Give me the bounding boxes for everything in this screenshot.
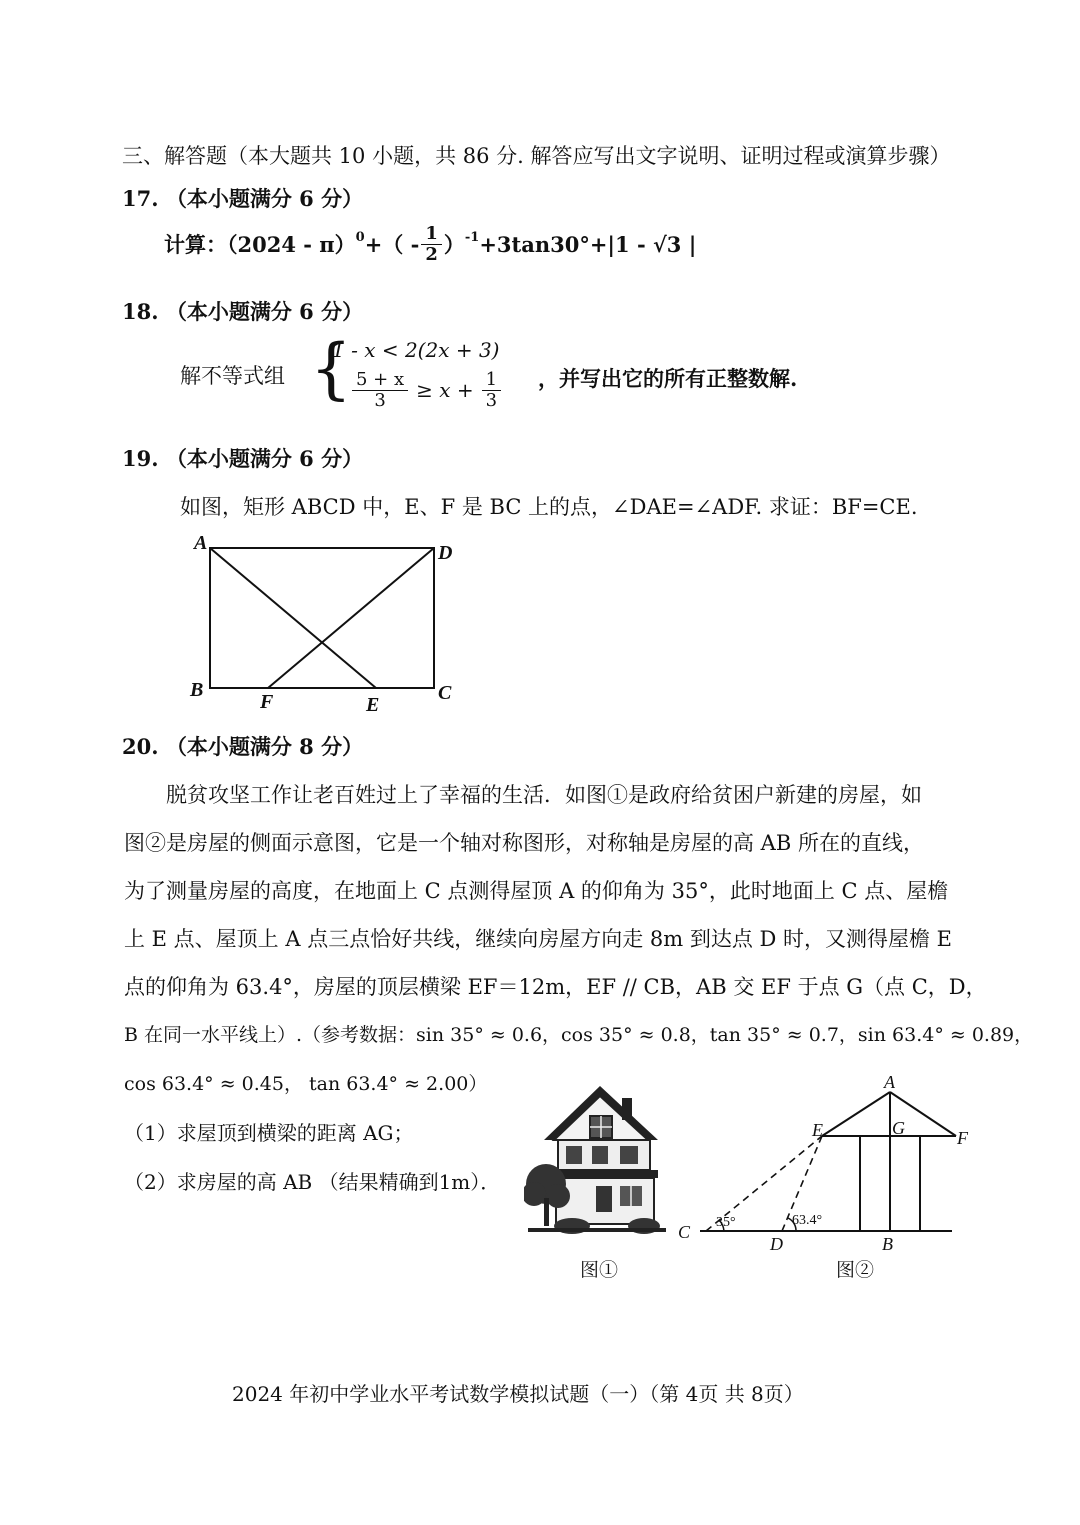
rect-abcd [210,548,434,688]
tree-trunk [544,1198,549,1226]
fig2-angle-c: 35° [716,1215,736,1230]
q18-lead: 解不等式组 [180,364,285,388]
ground-strip [528,1228,666,1232]
q18-mid: ≥ x + [416,378,474,403]
label-a: A [194,532,208,554]
system-brace: { [310,330,352,407]
q17-expression [164,224,696,265]
house-eave [550,1170,658,1178]
fig2-label-d: D [770,1234,783,1254]
q18-frac2-den: 3 [485,389,498,411]
label-d: D [438,542,453,564]
house-side-diagram [672,1070,972,1255]
q17-fraction [421,224,442,265]
q17-frac-num: 1 [421,224,442,245]
page-footer: 2024 年初中学业水平考试数学模拟试题（一）（第 4页 共 8页） [232,1382,804,1406]
house-chimney [622,1098,632,1120]
q17-plus-open: +（ - [364,232,420,258]
q18-frac1-den: 3 [374,389,386,411]
fig2-label-e: E [812,1120,823,1140]
q17-close: ） [443,232,465,258]
label-f: F [260,691,274,713]
fig2-label-b: B [882,1234,893,1254]
fig2-caption: 图② [836,1259,875,1281]
label-b: B [190,679,204,701]
q20-line-1: 脱贫攻坚工作让老百姓过上了幸福的生活．如图①是政府给贫困户新建的房屋，如 [166,783,922,807]
q17-header: 17. （本小题满分 6 分） [122,186,364,211]
house-illustration [524,1078,674,1248]
q20-sub2: （2）求房屋的高 AB （结果精确到1m）． [124,1170,501,1194]
q20-sub1: （1）求屋顶到横梁的距离 AG； [124,1121,414,1145]
q18-frac1 [352,370,408,411]
section-heading: 三、解答题（本大题共 10 小题，共 86 分. 解答应写出文字说明、证明过程或演算步骤） [122,144,951,168]
fig2-label-a: A [884,1072,895,1092]
label-e: E [366,694,380,716]
q18-ineq2 [350,370,503,411]
q20-header: 20. （本小题满分 8 分） [122,734,364,759]
q20-line-4: 上 E 点、屋顶上 A 点三点恰好共线，继续向房屋方向走 8m 到达点 D 时，又测得屋檐 E [124,927,953,951]
house-door [596,1186,612,1212]
q17-exp0: 0 [355,229,365,245]
q17-prefix: 计算：（2024 - π） [164,232,356,258]
fig2-label-g: G [892,1118,905,1138]
label-c: C [438,682,452,704]
q20-line-2: 图②是房屋的侧面示意图，它是一个轴对称图形，对称轴是房屋的高 AB 所在的直线， [124,831,924,855]
q17-frac-den: 2 [425,243,438,265]
q20-line-6: B 在同一水平线上）.（参考数据：sin 35° ≈ 0.6，cos 35° ≈ 0.8，tan 35° ≈ 0.7，sin 63.4° ≈ 0.89， [124,1024,1034,1046]
q18-frac1-num: 5 + x [352,370,408,391]
fig1-caption: 图① [580,1259,619,1281]
q18-frac2 [482,370,501,411]
q17-exp-neg1: -1 [464,229,480,245]
q19-rectangle-figure [180,525,480,720]
q17-rest: +3tan30°+|1 - √3 | [479,231,697,257]
q18-header: 18. （本小题满分 6 分） [122,299,364,324]
q19-header: 19. （本小题满分 6 分） [122,446,364,471]
fig2-angle-d: 63.4° [792,1213,823,1228]
q18-ineq1: 1 - x < 2(2x + 3) [332,338,500,362]
q20-line-7: cos 63.4° ≈ 0.45， tan 63.4° ≈ 2.00） [124,1073,488,1095]
q20-line-3: 为了测量房屋的高度，在地面上 C 点测得屋顶 A 的仰角为 35°，此时地面上 C 点、屋檐 [124,879,949,903]
q18-tail: ，并写出它的所有正整数解. [538,366,798,391]
fig2-label-f: F [957,1128,968,1148]
fig2-label-c: C [678,1222,691,1242]
q20-line-5: 点的仰角为 63.4°，房屋的顶层横梁 EF＝12m，EF // CB，AB 交 EF 于点 G（点 C，D， [124,975,987,999]
q19-text: 如图，矩形 ABCD 中，E、F 是 BC 上的点，∠DAE=∠ADF. 求证：BF=CE. [180,495,918,519]
q18-frac2-num: 1 [482,370,501,391]
